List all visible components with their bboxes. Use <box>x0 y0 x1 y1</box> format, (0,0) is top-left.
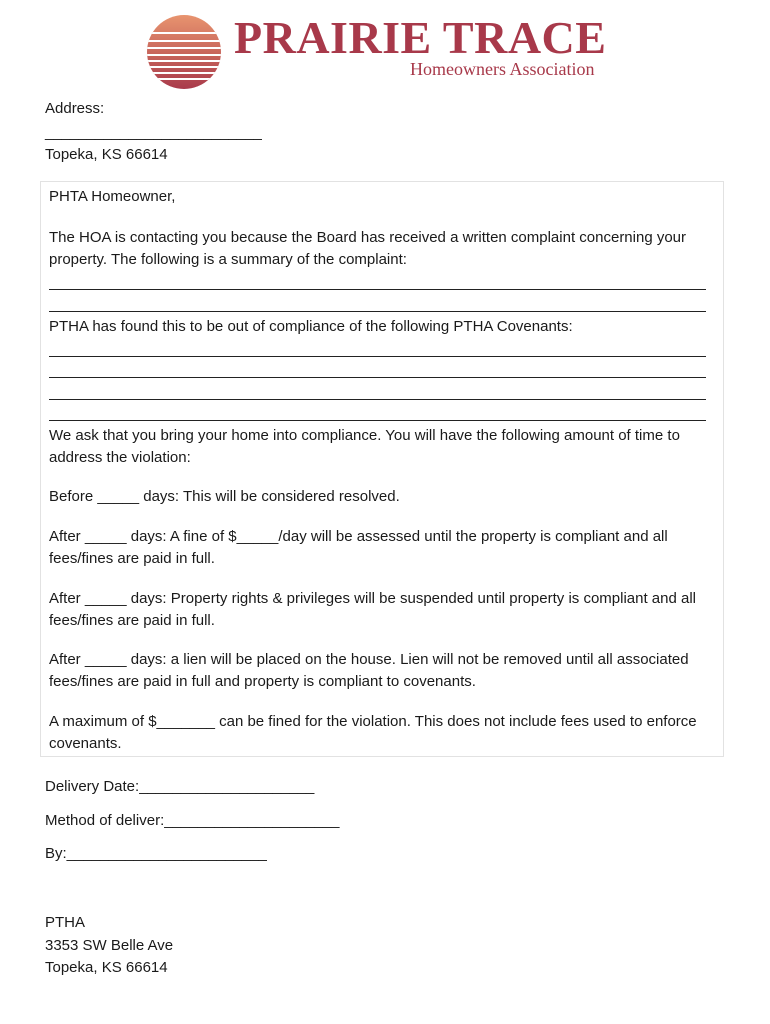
covenants-intro: PTHA has found this to be out of compliance of the following PTHA Covenants: <box>49 318 573 335</box>
after-suspend-item: After _____ days: Property rights & privileges will be suspended until property is compliant and all fees/fines are paid in full. <box>49 590 697 629</box>
covenant-line-2 <box>49 377 706 378</box>
delivery-method: Method of deliver:_____________________ <box>45 812 340 829</box>
covenant-line-1 <box>49 356 706 357</box>
maximum-fine-item: A maximum of $_______ can be fined for the violation. This does not include fees used to enforce covenants. <box>49 713 697 752</box>
complaint-line-1 <box>49 289 706 290</box>
covenant-line-3 <box>49 399 706 400</box>
before-days-item: Before _____ days: This will be considered resolved. <box>49 488 400 505</box>
footer-city: Topeka, KS 66614 <box>45 959 168 976</box>
sun-logo-icon <box>146 14 222 90</box>
covenant-line-4 <box>49 420 706 421</box>
footer-street: 3353 SW Belle Ave <box>45 937 174 954</box>
after-lien-item: After _____ days: a lien will be placed on the house. Lien will not be removed until all associated fees/fines are paid in full and property is compliant to covenants. <box>49 651 689 690</box>
salutation: PHTA Homeowner, <box>49 188 176 205</box>
footer-org: PTHA <box>45 914 86 931</box>
address-blank-line: __________________________ <box>45 124 262 141</box>
delivery-date: Delivery Date:_____________________ <box>45 778 315 795</box>
complaint-line-2 <box>49 311 706 312</box>
logo-subtitle: Homeowners Association <box>410 59 595 79</box>
address-label: Address: <box>45 100 105 117</box>
logo-title: PRAIRIE TRACE <box>234 12 607 63</box>
delivered-by: By:________________________ <box>45 845 267 862</box>
compliance-request: We ask that you bring your home into compliance. You will have the following amount of time to address the violation: <box>49 427 680 466</box>
address-city: Topeka, KS 66614 <box>45 146 168 163</box>
after-fine-item: After _____ days: A fine of $_____/day will be assessed until the property is compliant and all fees/fines are paid in full. <box>49 528 668 567</box>
intro-paragraph: The HOA is contacting you because the Board has received a written complaint concerning your property. The following is a summary of the complaint: <box>49 229 687 268</box>
